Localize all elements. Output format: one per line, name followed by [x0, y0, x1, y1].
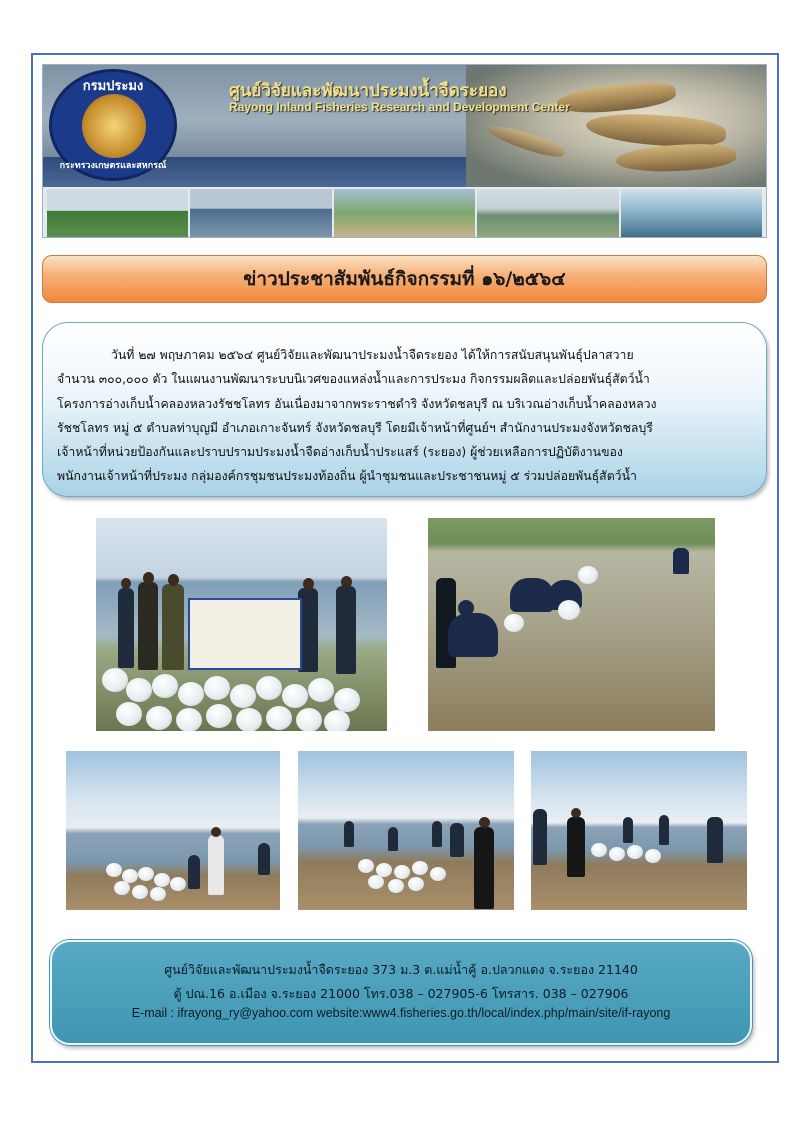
- center-title-thai: ศูนย์วิจัยและพัฒนาประมงน้ำจืดระยอง: [229, 81, 507, 101]
- seal-bottom-text: กระทรวงเกษตรและสหกรณ์: [59, 161, 167, 171]
- seal-top-text: กรมประมง: [82, 79, 144, 94]
- header-banner: [42, 64, 767, 238]
- banner-thumb-office: [334, 189, 475, 237]
- footer-email-website: E-mail : ifrayong_ry@yahoo.com website:www4.fisheries.go.th/local/index.php/main/site/if-rayong: [131, 1006, 671, 1020]
- activity-heading-bar: [42, 255, 767, 303]
- footer-phone: ตู้ ปณ.16 อ.เมือง จ.ระยอง 21000 โทร.038 – 027905-6 โทรสาร. 038 – 027906: [173, 986, 629, 1001]
- news-line: จำนวน ๓๐๐,๐๐๐ ตัว ในแผนงานพัฒนาระบบนิเวศของแหล่งน้ำและการประมง กิจกรรมผลิตและปล่อยพันธุ์สัตว์น้ำ: [57, 372, 650, 387]
- photo-shoreline-release-1: [66, 751, 280, 910]
- photo-shoreline-release-2: [298, 751, 514, 910]
- news-body: [57, 343, 757, 489]
- contact-footer: [50, 940, 752, 1045]
- photo-group-with-sign: [96, 518, 387, 731]
- footer-address: ศูนย์วิจัยและพัฒนาประมงน้ำจืดระยอง 373 ม.3 ต.แม่น้ำคู้ อ.ปลวกแดง จ.ระยอง 21140: [164, 962, 638, 977]
- news-line: วันที่ ๒๗ พฤษภาคม ๒๕๖๔ ศูนย์วิจัยและพัฒนาประมงน้ำจืดระยอง ได้ให้การสนับสนุนพันธุ์ปลาสวาย: [111, 348, 634, 362]
- banner-sign: [188, 598, 302, 670]
- banner-thumb-lake: [190, 189, 331, 237]
- banner-photo-strip: [43, 187, 766, 238]
- news-text-box: [42, 322, 767, 497]
- news-line: รัชชโลทร หมู่ ๕ ตำบลท่าบุญมี อำเภอเกาะจันทร์ จังหวัดชลบุรี โดยมีเจ้าหน้าที่ศูนย์ฯ สำนักงานประมงจังหวัดชลบุรี: [57, 420, 653, 435]
- banner-fish-photo: [466, 65, 766, 187]
- seal-emblem-icon: [82, 94, 146, 158]
- banner-thumb-ponds: [477, 189, 618, 237]
- news-line: เจ้าหน้าที่หน่วยป้องกันและปราบปรามประมงน้ำจืดอ่างเก็บน้ำประแสร์ (ระยอง) ผู้ช่วยเหลือการปฏิบัติงานของ: [57, 445, 623, 460]
- activity-heading: ข่าวประชาสัมพันธ์กิจกรรมที่ ๑๖/๒๕๖๔: [243, 268, 566, 290]
- department-seal-logo: [49, 69, 177, 181]
- photo-releasing-fish: [428, 518, 715, 731]
- photo-shoreline-release-3: [531, 751, 747, 910]
- center-title-english: Rayong Inland Fisheries Research and Development Center: [229, 100, 570, 114]
- news-line: โครงการอ่างเก็บน้ำคลองหลวงรัชชโลทร อันเนื่องมาจากพระราชดำริ จังหวัดชลบุรี ณ บริเวณอ่างเก็บน้ำคลองหลวง: [57, 396, 657, 411]
- banner-thumb-pier: [621, 189, 762, 237]
- banner-thumb-building: [47, 189, 188, 237]
- news-line: พนักงานเจ้าหน้าที่ประมง กลุ่มองค์กรชุมชนประมงท้องถิ่น ผู้นำชุมชนและประชาชนหมู่ ๕ ร่วมปล่อยพันธุ์สัตว์น้ำ: [57, 469, 637, 484]
